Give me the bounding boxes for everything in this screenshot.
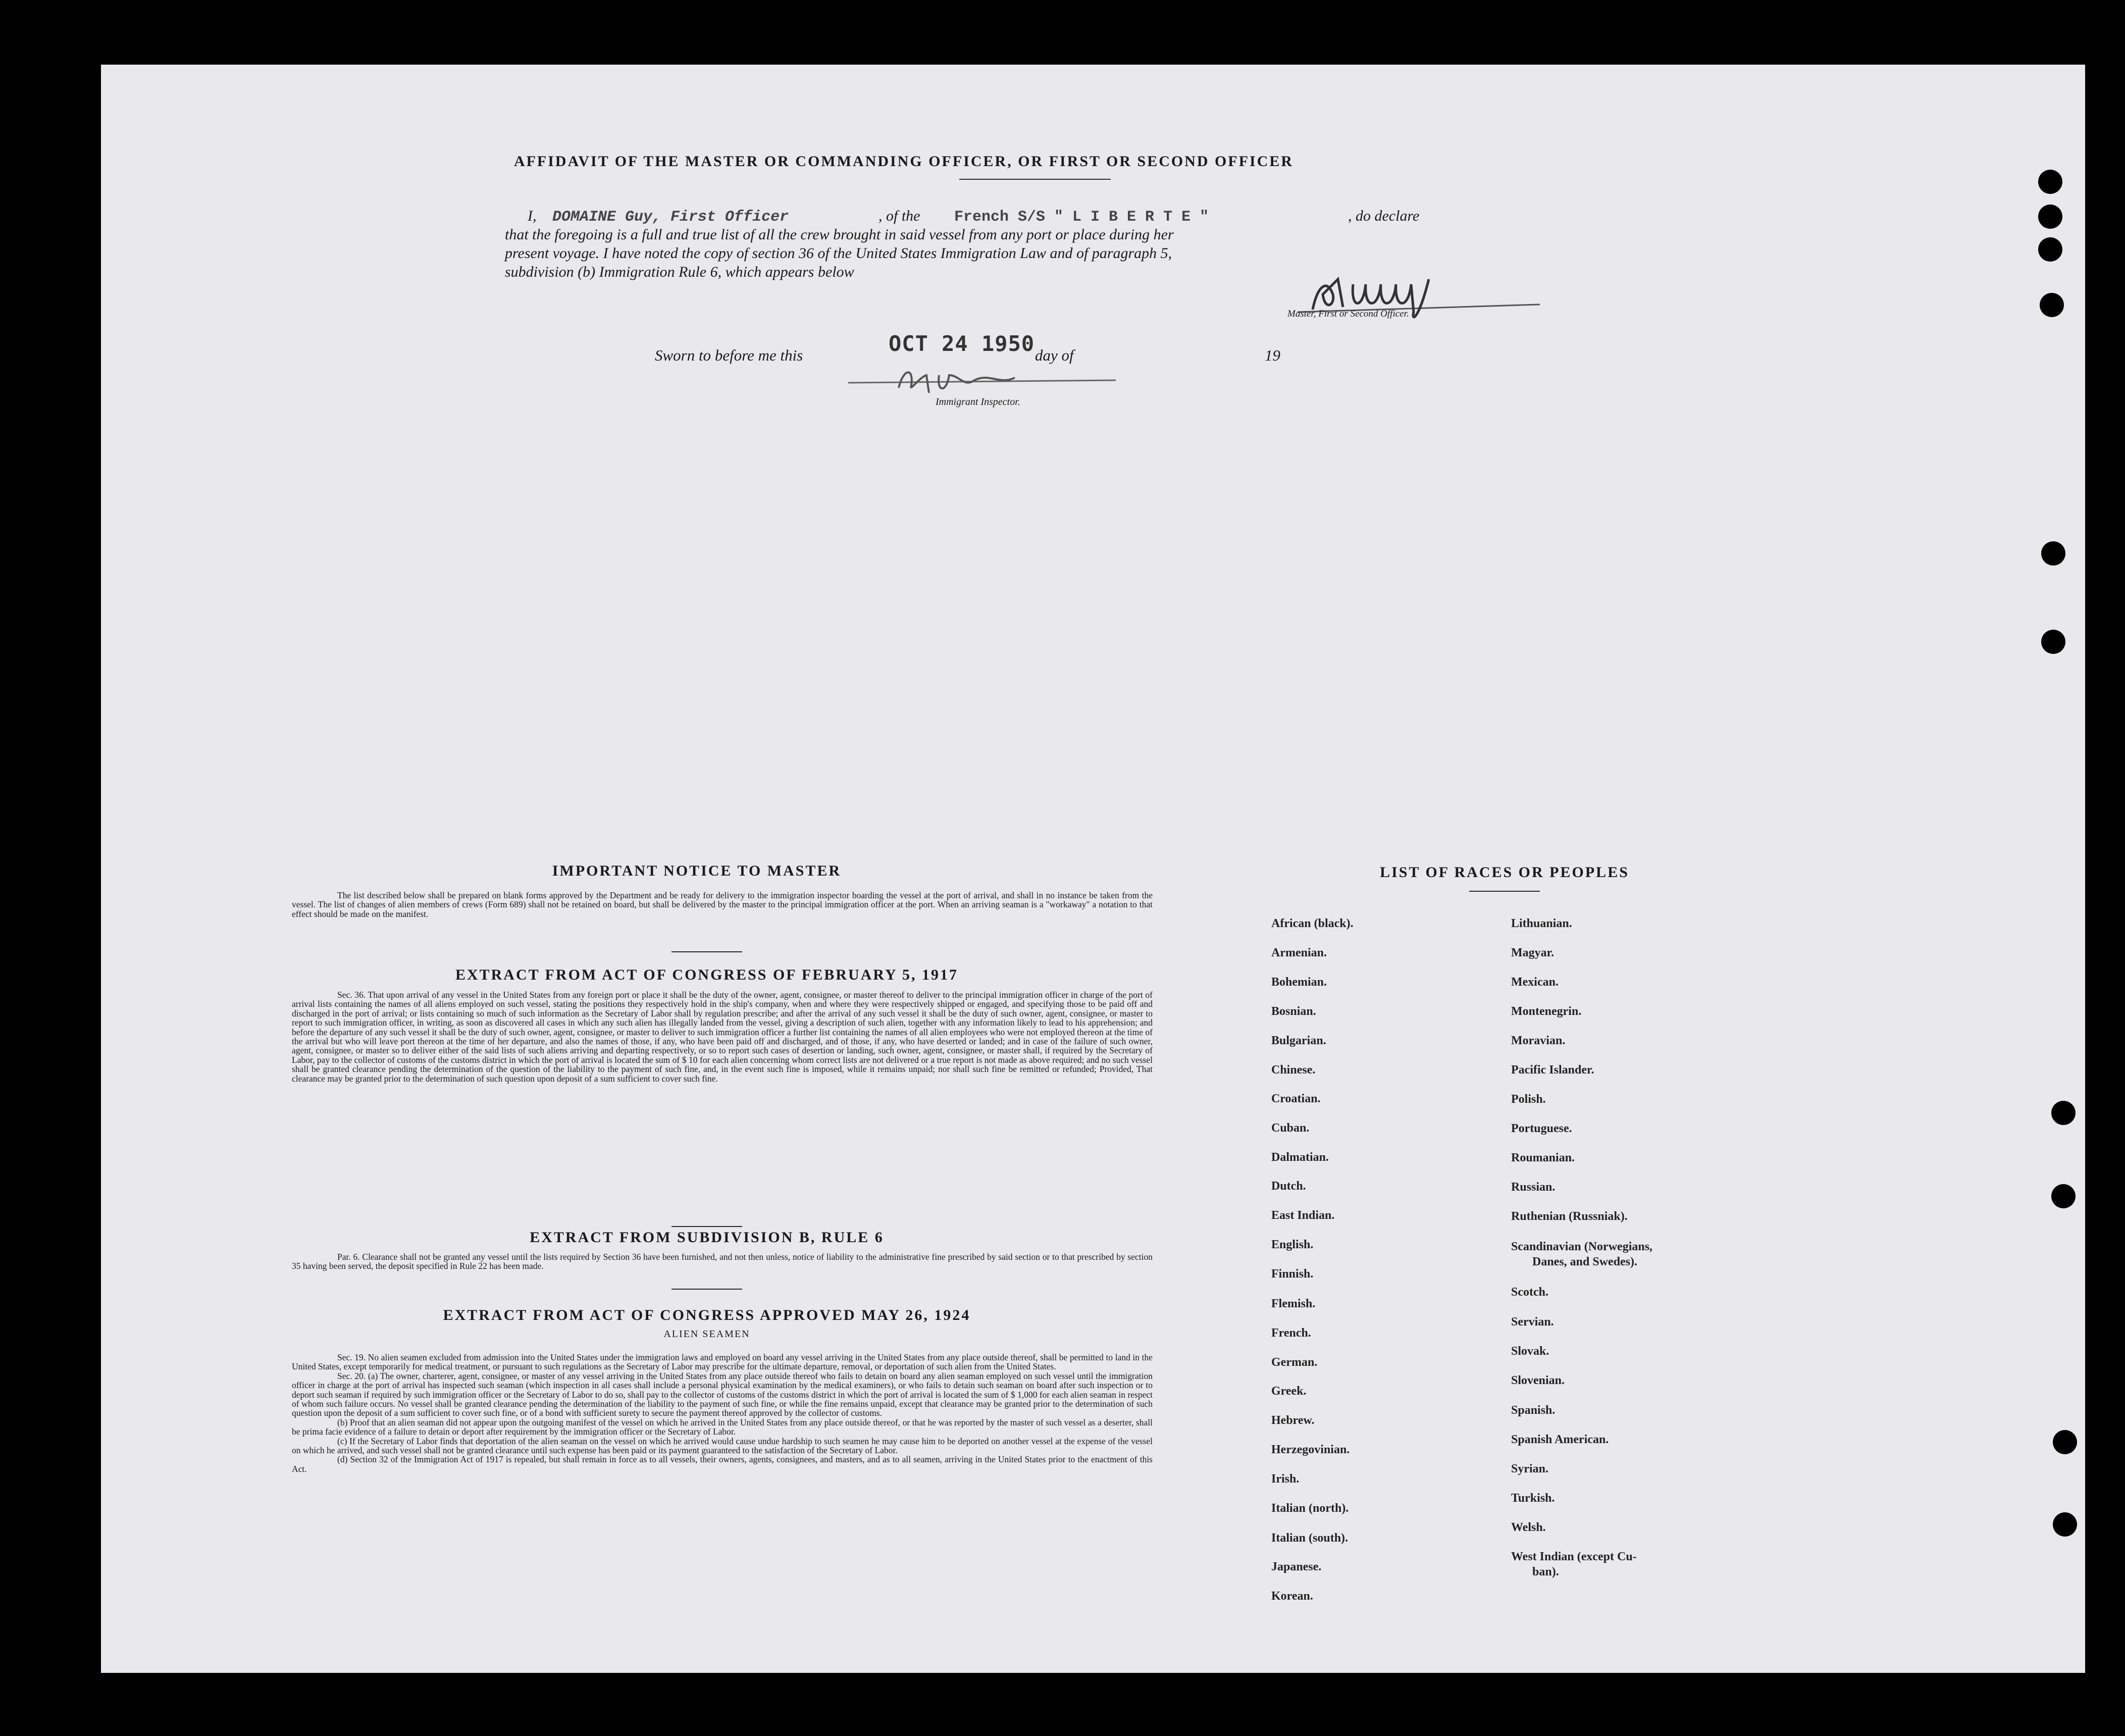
extract1917-divider [671, 1226, 742, 1227]
subdivisionb-divider [671, 1289, 742, 1290]
race-item: Spanish. [1511, 1404, 1556, 1417]
notice-title: IMPORTANT NOTICE TO MASTER [552, 862, 842, 879]
extract1924-text [292, 1353, 1153, 1473]
race-item: German. [1271, 1356, 1318, 1369]
day-of-text: day of [1035, 346, 1074, 364]
punch-hole [2038, 170, 2062, 194]
race-item: Herzegovinian. [1271, 1443, 1350, 1456]
extract1917-title: EXTRACT FROM ACT OF CONGRESS OF FEBRUARY 5, 1917 [455, 966, 959, 983]
title-underline [959, 179, 1111, 180]
affidavit-title: AFFIDAVIT OF THE MASTER OR COMMANDING OFFICER, OR FIRST OR SECOND OFFICER [513, 153, 1294, 170]
race-item: Cuban. [1271, 1121, 1310, 1135]
sec20a-paragraph: Sec. 20. (a) The owner, charterer, agent, consignee, or master of any vessel arriving in the United States from any place outside thereof who fails to detain on board any alien seaman employed on such vessel until the immigration officer in charge at the port of arrival has inspected such seaman (which inspection in all cases shall include a personal physical examination by the medical examiners), or who fails to detain such seaman on board after such inspection or to deport such seaman if required by such immigration officer or the Secretary of Labor to do so, shall pay to the collector of customs of the customs district in which the port of arrival is located the sum of $ 1,000 for each alien seaman in respect of whom such failure occurs. No vessel shall be granted clearance pending the determination of the liability to the payment of such fine, or while the fine remains unpaid, except that clearance may be granted prior to the determination of such question upon the deposit of a sum sufficient to cover such fine, or of a bond with sufficient surety to secure the payment thereof approved by the collector of customs. [292, 1370, 1153, 1418]
race-item: Russian. [1511, 1181, 1556, 1194]
race-item: Slovak. [1511, 1345, 1549, 1358]
punch-hole [2040, 293, 2064, 317]
races-title: LIST OF RACES OR PEOPLES [1380, 864, 1629, 881]
punch-hole [2053, 1512, 2077, 1537]
inspector-signature [838, 358, 1121, 398]
affidavit-line4: subdivision (b) Immigration Rule 6, which appears below [505, 264, 854, 280]
race-item: East Indian. [1271, 1209, 1335, 1222]
race-item: Italian (north). [1271, 1502, 1349, 1515]
punch-hole [2051, 1184, 2076, 1208]
race-item: English. [1271, 1238, 1314, 1251]
punch-hole [2041, 630, 2065, 654]
race-item: Servian. [1511, 1315, 1554, 1329]
race-item: Ruthenian (Russniak). [1511, 1210, 1628, 1223]
affidavit-intro: I, [528, 208, 537, 224]
sec20c-paragraph: (c) If the Secretary of Labor finds that deportation of the alien seaman on the vessel on which he arrived would cause undue hardship to such seamen he may cause him to be deported on another vessel at the expense of the vessel on which he arrived, and such vessel shall not be granted clearance until such expense has been paid or its payment guaranteed to the satisfaction of the Secretary of Labor. [292, 1436, 1153, 1456]
race-item: Lithuanian. [1511, 917, 1572, 930]
race-item: Bohemian. [1271, 976, 1327, 989]
date-stamp: OCT 24 1950 [889, 331, 1035, 356]
race-item: Welsh. [1511, 1521, 1546, 1534]
race-item: Roumanian. [1511, 1151, 1575, 1164]
race-item: Montenegrin. [1511, 1005, 1582, 1018]
race-item: French. [1271, 1326, 1311, 1340]
punch-hole [2041, 541, 2065, 566]
subdivisionb-text: Par. 6. Clearance shall not be granted any vessel until the lists required by Section 36 have been furnished, and not then unless, notice of liability to the administrative fine prescribed by said section or to that prescribed by section 35 having been served, the deposit specified in Rule 22 has been made. [292, 1252, 1153, 1271]
punch-hole [2038, 237, 2062, 262]
race-item: Bosnian. [1271, 1005, 1316, 1018]
extract1917-text: Sec. 36. That upon arrival of any vessel in the United States from any foreign port or place it shall be the duty of the owner, agent, consignee, or master thereof to deliver to the principal immigration officer in charge of the port of arrival lists containing the names of all aliens employed on such vessel, stating the positions they respectively hold in the ship's company, when and where they were respectively shipped or engaged, and specifying those to be paid off and discharged in the port of arrival; or lists containing so much of such information as the Secretary of Labor shall by regulation prescribe; and after the arrival of any such vessel it shall be the duty of such owner, agent, consignee, or master to report to such immigration officer, in writing, as soon as discovered all cases in which any such alien has illegally landed from the vessel, giving a description of such alien, together with any information likely to lead to his apprehension; and before the departure of any such vessel it shall be the duty of such owner, agent, consignee, or master to deliver to such immigration officer a further list containing the names of all alien employees who were not employed thereon at the time of the arrival but who will leave port thereon at the time of her departure, and also the names of those, if any, who have been paid off and discharged, and of those, if any, who have deserted or landed; and in case of the failure of such owner, agent, consignee, or master so to deliver either of the said lists of such aliens arriving and departing respectively, or so to report such cases of desertion or landing, such owner, agent, consignee, or master shall, if required by the Secretary of Labor, pay to the collector of customs of the customs district in which the port of arrival is located the sum of $ 10 for each alien concerning whom correct lists are not delivered or a true report is not made as above required; and no such vessel shall be granted clearance pending the determination of the question of the liability to the payment of such fine, and, in the event such fine is imposed, while it remains unpaid; nor shall such fine be remitted or refunded; Provided, That clearance may be granted prior to the determination of such question upon deposit of a sum sufficient to cover such fine. [292, 990, 1153, 1084]
race-item: Croatian. [1271, 1092, 1321, 1105]
race-item: Scotch. [1511, 1286, 1548, 1299]
declare-text: , do declare [1348, 208, 1420, 224]
race-item: Scandinavian (Norwegians, [1511, 1240, 1653, 1253]
punch-hole [2051, 1101, 2076, 1125]
subdivisionb-title: EXTRACT FROM SUBDIVISION B, RULE 6 [530, 1229, 884, 1246]
affidavit-line2: that the foregoing is a full and true list of all the crew brought in said vessel from any port or place during her [505, 226, 1174, 243]
inspector-caption: Immigrant Inspector. [936, 396, 1020, 407]
race-item: Japanese. [1271, 1560, 1322, 1573]
race-item: Korean. [1271, 1590, 1313, 1603]
race-item: Polish. [1511, 1093, 1546, 1106]
race-item: Syrian. [1511, 1462, 1549, 1475]
punch-hole [2053, 1430, 2077, 1454]
race-item: Greek. [1271, 1385, 1307, 1398]
race-item: Slovenian. [1511, 1374, 1565, 1387]
master-caption: Master, First or Second Officer. [1287, 309, 1409, 319]
race-item: Portuguese. [1511, 1122, 1572, 1135]
extract1924-subtitle: ALIEN SEAMEN [663, 1329, 750, 1340]
document-page [101, 65, 2085, 1673]
notice-text: The list described below shall be prepared on blank forms approved by the Department and be ready for delivery to the immigration inspector boarding the vessel at the port of arrival, and shall in no instance be taken from the vessel. The list of changes of alien members of crews (Form 689) shall not be retained on board, but shall be delivered by the master to the principal immigration officer at the port. When an arriving seaman is a "workaway" a notation to that effect should be made on the manifest. [292, 890, 1153, 919]
sec20d-paragraph: (d) Section 32 of the Immigration Act of 1917 is repealed, but shall remain in force as to all vessels, their owners, agents, consignees, and masters, and as to all seamen, arriving in the United States prior to the enactment of this Act. [292, 1454, 1153, 1474]
race-item: ban). [1532, 1565, 1559, 1578]
sec20b-paragraph: (b) Proof that an alien seaman did not appear upon the outgoing manifest of the vessel on which he arrived in the United States from any place outside thereof, or that he was reported by the master of such vessel as a deserter, shall be prima facie evidence of a failure to detain or deport after requirement by the immigration officer or the Secretary of Labor. [292, 1417, 1153, 1437]
race-item: Irish. [1271, 1472, 1300, 1486]
officer-name: DOMAINE Guy, First Officer [552, 209, 789, 226]
race-item: Italian (south). [1271, 1531, 1349, 1545]
sworn-text: Sworn to before me this [655, 346, 803, 364]
race-item: Bulgarian. [1271, 1034, 1326, 1047]
race-item: Moravian. [1511, 1034, 1566, 1047]
race-item: Chinese. [1271, 1063, 1316, 1077]
sec19-paragraph: Sec. 19. No alien seamen excluded from admission into the United States under the immigration laws and employed on board any vessel arriving in the United States from any place outside thereof, shall be permitted to land in the United States, except temporarily for medical treatment, or pursuant to such regulations as the Secretary of Labor may prescribe for the ultimate departure, removal, or deportation of such alien from the United States. [292, 1352, 1153, 1372]
race-item: Finnish. [1271, 1267, 1314, 1281]
punch-hole [2038, 205, 2062, 229]
race-item: West Indian (except Cu- [1511, 1550, 1637, 1563]
vessel-name: French S/S " L I B E R T E " [954, 209, 1209, 226]
races-underline [1469, 891, 1540, 892]
race-item: Flemish. [1271, 1297, 1316, 1310]
affidavit-line1 [528, 208, 789, 226]
race-item: Hebrew. [1271, 1414, 1315, 1427]
race-item: Mexican. [1511, 976, 1559, 989]
race-item: Turkish. [1511, 1492, 1555, 1505]
race-item: Spanish American. [1511, 1433, 1609, 1446]
race-item: Danes, and Swedes). [1532, 1255, 1638, 1268]
race-item: Pacific Islander. [1511, 1063, 1594, 1077]
race-item: Dalmatian. [1271, 1151, 1329, 1164]
notice-divider [671, 951, 742, 952]
extract1924-title: EXTRACT FROM ACT OF CONGRESS APPROVED MAY 26, 1924 [443, 1307, 971, 1323]
year-prefix: 19 [1265, 346, 1280, 364]
race-item: Magyar. [1511, 946, 1554, 959]
race-item: African (black). [1271, 917, 1354, 930]
race-item: Armenian. [1271, 946, 1327, 959]
affidavit-line3: present voyage. I have noted the copy of section 36 of the United States Immigration Law and of paragraph 5, [505, 245, 1172, 262]
race-item: Dutch. [1271, 1180, 1306, 1193]
of-the-text: , of the [878, 208, 920, 224]
